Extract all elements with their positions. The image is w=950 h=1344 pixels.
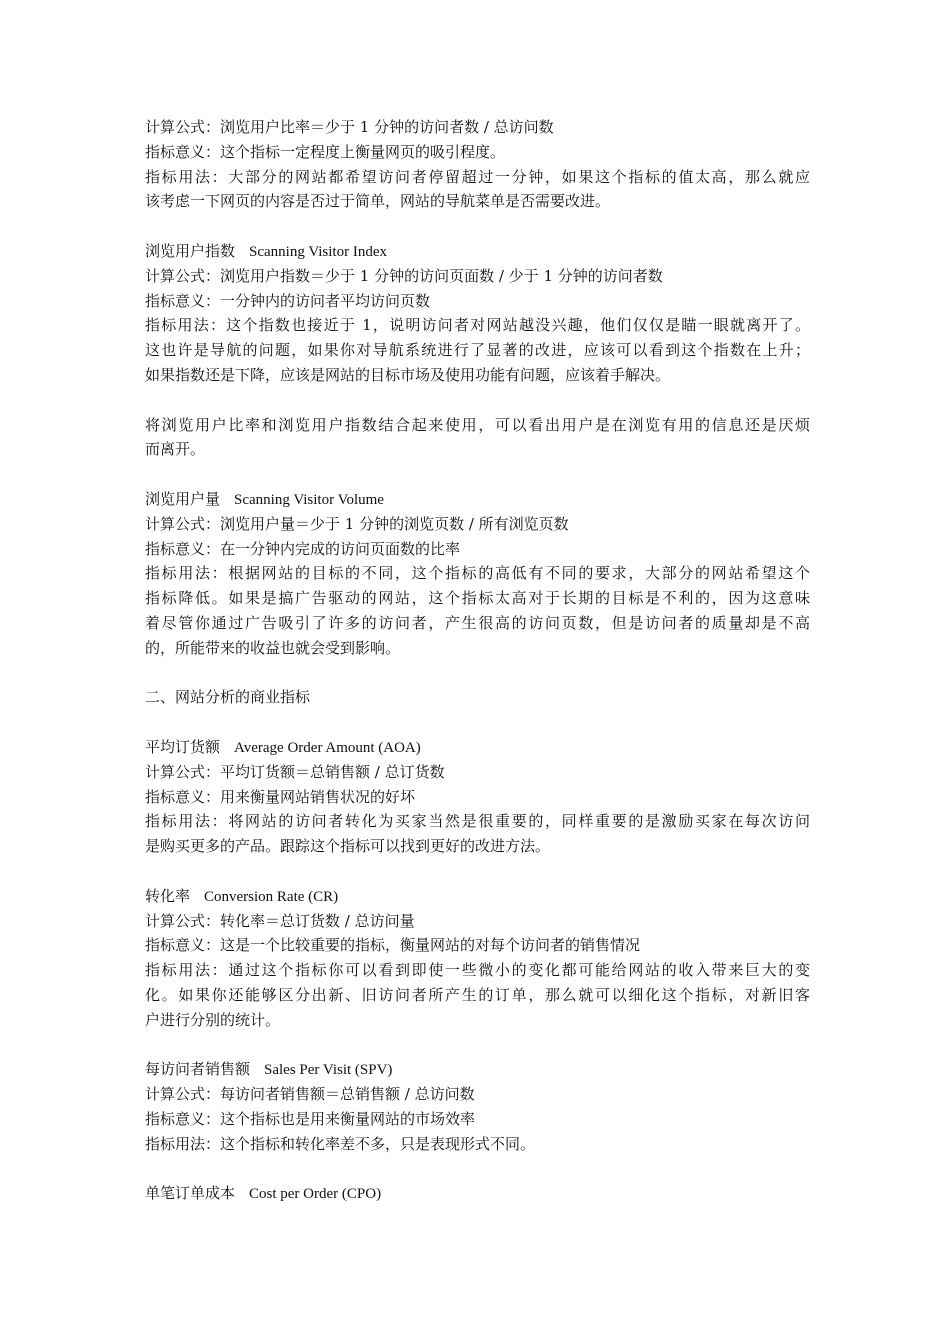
usage-line: 指标用法：这个指标和转化率差不多，只是表现形式不同。 [145,1134,536,1153]
usage-line: 这也许是导航的问题，如果你对导航系统进行了显著的改进，应该可以看到这个指数在上升； [145,341,810,360]
section-scanning-visitor-ratio [145,115,810,214]
usage-line: 着尽管你通过广告吸引了许多的访问者，产生很高的访问页数，但是访问者的质量却是不高 [145,613,810,632]
section-cost-per-order [145,1181,810,1206]
section-heading [145,1181,810,1206]
heading-en: Sales Per Visit (SPV) [264,1062,393,1079]
formula-line: 计算公式：每访问者销售额＝总销售额 / 总访问数 [145,1085,475,1104]
section-scanning-visitor-volume [145,487,810,661]
usage-line: 指标用法：这个指数也接近于 1，说明访问者对网站越没兴趣，他们仅仅是瞄一眼就离开了。 [145,316,810,335]
usage-line: 指标用法：根据网站的目标的不同，这个指标的高低有不同的要求，大部分的网站希望这个 [145,564,810,583]
usage-line: 指标用法：通过这个指标你可以看到即使一些微小的变化都可能给网站的收入带来巨大的变 [145,961,810,980]
chapter-heading [145,685,810,710]
section-heading [145,239,810,264]
usage-line: 化。如果你还能够区分出新、旧访问者所产生的订单，那么就可以细化这个指标，对新旧客 [145,985,810,1004]
formula-line: 计算公式：转化率＝总订货数 / 总访问量 [145,911,415,930]
section-heading [145,884,810,909]
usage-line: 如果指数还是下降，应该是网站的目标市场及使用功能有问题，应该着手解决。 [145,365,671,384]
usage-line: 指标用法：将网站的访问者转化为买家当然是很重要的，同样重要的是激励买家在每次访问 [145,812,810,831]
meaning-line: 指标意义：这是一个比较重要的指标，衡量网站的对每个访问者的销售情况 [145,936,641,955]
meaning-line: 指标意义：在一分钟内完成的访问页面数的比率 [145,539,461,558]
usage-line: 的，所能带来的收益也就会受到影响。 [145,638,401,657]
meaning-line: 指标意义：用来衡量网站销售状况的好坏 [145,787,416,806]
meaning-line: 指标意义：这个指标一定程度上衡量网页的吸引程度。 [145,142,506,161]
section-conversion-rate [145,884,810,1033]
heading-cn: 单笔订单成本 [145,1184,236,1203]
formula-line: 计算公式：浏览用户指数＝少于 1 分钟的访问页面数 / 少于 1 分钟的访问者数 [145,266,663,285]
usage-line: 指标降低。如果是搞广告驱动的网站，这个指标太高对于长期的目标是不利的，因为这意味 [145,589,810,608]
meaning-line: 指标意义：一分钟内的访问者平均访问页数 [145,291,431,310]
usage-line: 指标用法：大部分的网站都希望访问者停留超过一分钟，如果这个指标的值太高，那么就应 [145,167,810,186]
usage-line: 是购买更多的产品。跟踪这个指标可以找到更好的改进方法。 [145,837,551,856]
section-heading [145,487,810,512]
formula-line: 计算公式：平均订货额＝总销售额 / 总订货数 [145,762,445,781]
document-page [145,115,810,1206]
heading-cn: 浏览用户指数 [145,241,236,260]
heading-en: Scanning Visitor Index [249,243,387,260]
chapter-title: 二、网站分析的商业指标 [145,688,311,707]
heading-cn: 每访问者销售额 [145,1060,251,1079]
formula-line: 计算公式：浏览用户量＝少于 1 分钟的浏览页数 / 所有浏览页数 [145,514,569,533]
section-heading [145,1057,810,1082]
heading-en: Average Order Amount (AOA) [234,739,421,756]
usage-line: 该考虑一下网页的内容是否过于简单，网站的导航菜单是否需要改进。 [145,192,611,211]
heading-en: Conversion Rate (CR) [204,888,339,905]
formula-line: 计算公式：浏览用户比率＝少于 1 分钟的访问者数 / 总访问数 [145,118,554,136]
heading-cn: 浏览用户量 [145,489,221,508]
usage-line: 户进行分别的统计。 [145,1010,281,1029]
heading-cn: 平均订货额 [145,737,221,756]
section-scanning-visitor-index [145,239,810,388]
heading-en: Cost per Order (CPO) [249,1186,382,1203]
section-average-order-amount [145,735,810,859]
paragraph-line: 而离开。 [145,440,206,459]
heading-en: Scanning Visitor Volume [234,491,384,508]
paragraph-line: 将浏览用户比率和浏览用户指数结合起来使用，可以看出用户是在浏览有用的信息还是厌烦 [145,415,810,434]
paragraph-combined-usage [145,413,810,463]
meaning-line: 指标意义：这个指标也是用来衡量网站的市场效率 [145,1109,476,1128]
heading-cn: 转化率 [145,886,191,905]
section-heading [145,735,810,760]
section-sales-per-visit [145,1057,810,1156]
